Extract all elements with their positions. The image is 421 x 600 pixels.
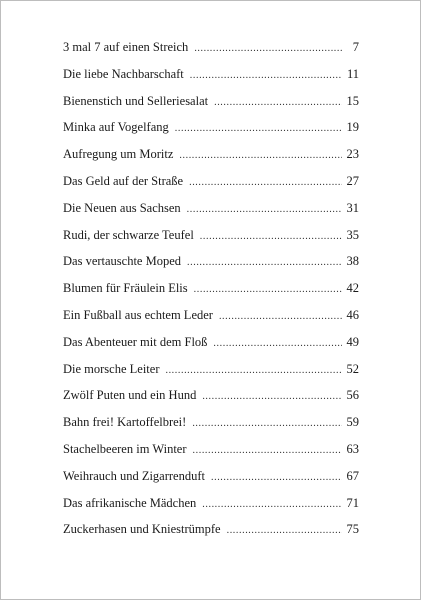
toc-entry-page: 63 [346,441,359,456]
table-of-contents [63,40,359,549]
toc-entry-page: 42 [346,281,359,296]
toc-entry-page: 71 [346,495,359,510]
toc-entry-page: 38 [346,254,359,269]
toc-entry [63,147,359,174]
toc-entry [63,388,359,415]
toc-entry-title: Zwölf Puten und ein Hund [63,388,197,403]
toc-entry [63,201,359,228]
toc-entry [63,308,359,335]
toc-dot-leader [219,311,342,322]
toc-entry [63,469,359,496]
toc-dot-leader [213,338,342,349]
toc-dot-leader [189,177,342,188]
toc-dot-leader [214,97,342,108]
toc-entry-title: Das vertauschte Moped [63,254,182,269]
toc-dot-leader [227,525,342,536]
toc-dot-leader [202,391,342,402]
toc-dot-leader [165,365,342,376]
toc-dot-leader [179,150,342,161]
toc-dot-leader [193,445,342,456]
toc-dot-leader [194,43,342,54]
toc-dot-leader [194,284,342,295]
toc-entry-title: Stachelbeeren im Winter [63,441,187,456]
toc-entry-page: 35 [346,227,359,242]
toc-entry-title: Die Neuen aus Sachsen [63,200,181,215]
toc-entry-page: 27 [346,173,359,188]
toc-entry-title: Das Geld auf der Straße [63,173,184,188]
toc-entry-title: Bahn frei! Kartoffelbrei! [63,415,187,430]
toc-entry-page: 46 [346,307,359,322]
toc-dot-leader [211,472,342,483]
toc-entry-page: 75 [346,522,359,537]
toc-entry [63,67,359,94]
toc-entry-page: 56 [346,388,359,403]
toc-dot-leader [187,257,342,268]
toc-entry-page: 11 [346,66,359,81]
toc-entry [63,281,359,308]
toc-entry-title: Das afrikanische Mädchen [63,495,197,510]
toc-entry [63,496,359,523]
toc-entry [63,415,359,442]
toc-entry-page: 15 [346,93,359,108]
toc-entry-title: Weihrauch und Zigarrenduft [63,468,205,483]
toc-entry [63,335,359,362]
toc-entry [63,120,359,147]
toc-dot-leader [175,123,342,134]
toc-entry-page: 19 [346,120,359,135]
toc-entry [63,40,359,67]
toc-entry-page: 52 [346,361,359,376]
toc-entry [63,362,359,389]
toc-entry-page: 67 [346,468,359,483]
toc-entry-title: Das Abenteuer mit dem Floß [63,334,208,349]
toc-entry-page: 23 [346,147,359,162]
toc-entry [63,522,359,549]
toc-entry [63,94,359,121]
toc-entry-page: 49 [346,334,359,349]
toc-entry-page: 7 [352,40,359,54]
toc-dot-leader [192,418,342,429]
toc-entry-title: Minka auf Vogelfang [63,120,169,135]
toc-entry-title: Blumen für Fräulein Elis [63,281,188,296]
toc-entry [63,228,359,255]
toc-entry-title: Die morsche Leiter [63,361,160,376]
toc-dot-leader [190,70,342,81]
toc-entry-title: Ein Fußball aus echtem Leder [63,307,213,322]
toc-entry-page: 59 [346,415,359,430]
toc-entry-title: Zuckerhasen und Kniestrümpfe [63,522,221,537]
toc-entry-title: 3 mal 7 auf einen Streich [63,40,189,54]
toc-entry-title: Die liebe Nachbarschaft [63,66,184,81]
toc-entry-title: Bienenstich und Selleriesalat [63,93,209,108]
toc-entry-title: Aufregung um Moritz [63,147,174,162]
toc-entry [63,174,359,201]
toc-dot-leader [202,499,342,510]
toc-entry-page: 31 [346,200,359,215]
toc-entry-title: Rudi, der schwarze Teufel [63,227,194,242]
toc-dot-leader [200,231,342,242]
toc-dot-leader [187,204,342,215]
toc-entry [63,254,359,281]
toc-entry [63,442,359,469]
